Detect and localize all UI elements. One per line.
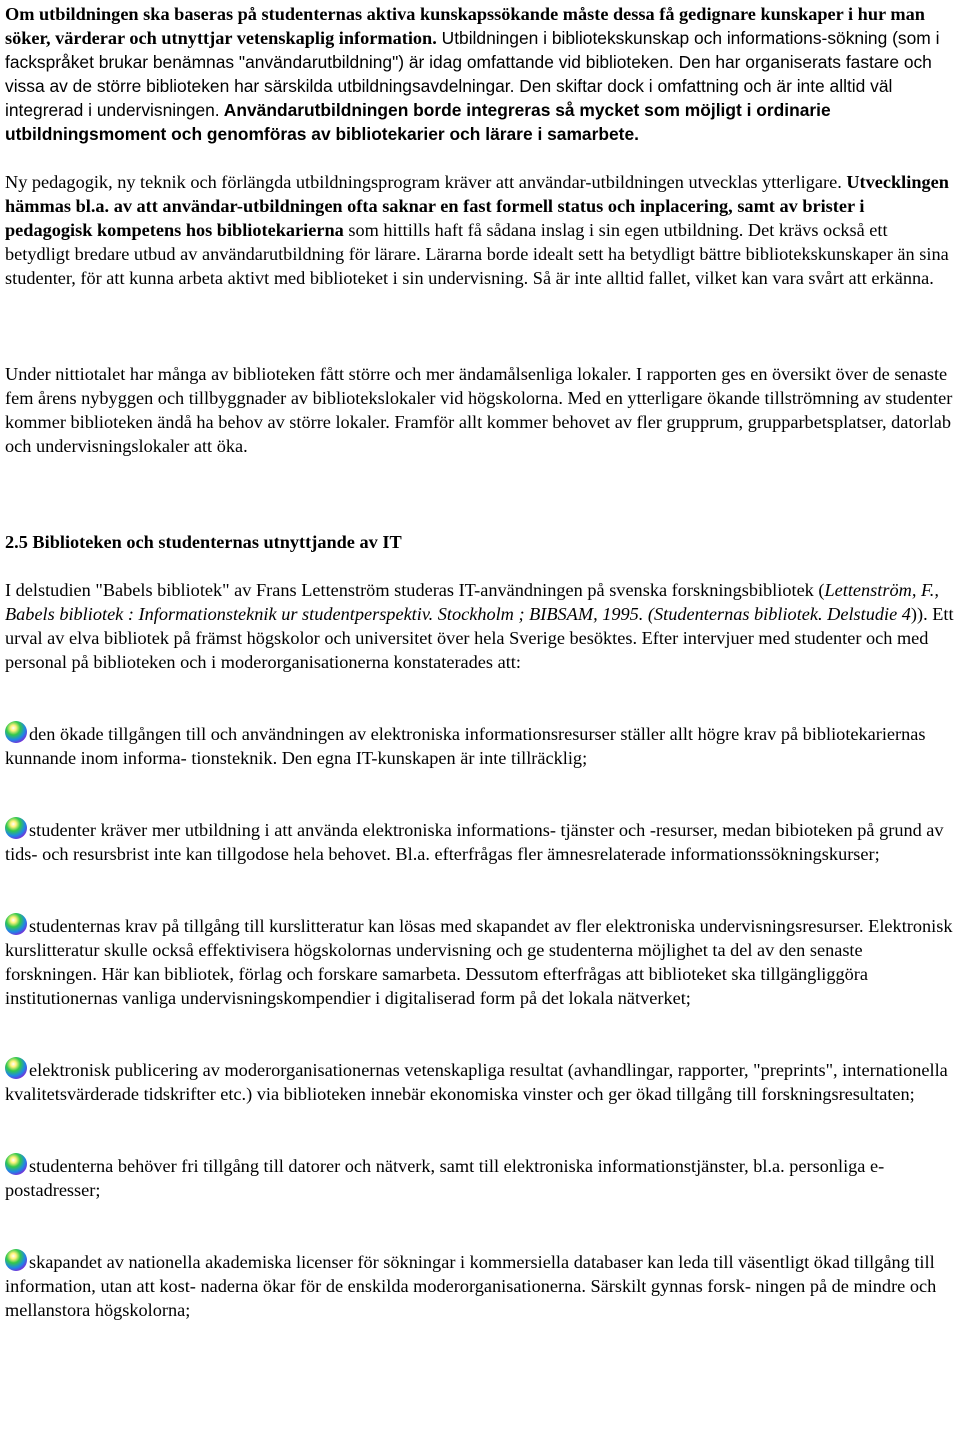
paragraph-babels-bibliotek — [5, 578, 954, 674]
rainbow-ball-bullet-icon — [5, 817, 27, 839]
section-heading: 2.5 Biblioteken och studenternas utnyttjande av IT — [5, 532, 402, 552]
bullet-item — [5, 1057, 954, 1106]
rainbow-ball-bullet-icon — [5, 1249, 27, 1271]
bullet-text: studenternas krav på tillgång till kurslitteratur kan lösas med skapandet av fler elektroniska undervisningsresurser. Elektronisk kurslitteratur skulle också effektivisera högskolornas undervisning och ge studenterna möjlighet ta del av den senaste forskningen. Här kan bibliotek, förlag och forskare samarbeta. Dessutom efterfrågas att biblioteket ska tillgängliggöra institutionernas vanliga undervisningskompendier i digitaliserad form på det lokala nätverket; — [5, 916, 953, 1008]
sans-text: Utbildningen i bibliotekskunskap och informations-sökning (som i fackspråket brukar benämnas "användarutbildning") är idag omfattande vid biblioteken. Den har organiserats fastare och vissa av de större biblioteken har särskilda utbildningsavdelningar. Den skiftar dock i omfattning och är inte alltid väl integrerad i undervisningen. — [5, 28, 940, 120]
bullet-item — [5, 721, 954, 770]
rainbow-ball-bullet-icon — [5, 1057, 27, 1079]
text: Ny pedagogik, ny teknik och förlängda utbildningsprogram kräver att användar-utbildningen utvecklas ytterligare. — [5, 172, 847, 192]
paragraph-library-premises: Under nittiotalet har många av biblioteken fått större och mer ändamålsenliga lokaler. I rapporten ges en översikt över de senaste fem årens nybyggen och tillbyggnader av bibliotekslokaler vid högskolorna. Med en ytterligare ökande tillströmning av studenter kommer biblioteken ändå ha behov av större lokaler. Framför allt kommer behovet av fler grupprum, grupparbetsplatser, datorlab och undervisningslokaler att öka. — [5, 364, 953, 456]
bold-text: Om utbildningen ska baseras på studenternas aktiva kunskapssökande måste dessa få gedignare kunskaper i hur man söker, värderar och utnyttjar vetenskaplig information. — [5, 4, 925, 48]
bullet-item — [5, 913, 954, 1010]
bold-text: Användarutbildningen borde integreras så mycket som möjligt i ordinarie utbildningsmoment och genomföras av bibliotekarier och lärare i samarbete. — [5, 100, 831, 144]
rainbow-ball-bullet-icon — [5, 721, 27, 743]
paragraph-new-pedagogy — [5, 170, 954, 290]
bullet-text: studenterna behöver fri tillgång till datorer och nätverk, samt till elektroniska informationstjänster, bl.a. personliga e-postadresser; — [5, 1156, 885, 1200]
bold-text: Utvecklingen hämmas bl.a. av att användar-utbildningen ofta saknar en fast formell status och inplacering, samt av brister i pedagogisk kompetens hos bibliotekarierna — [5, 172, 949, 240]
bullet-item — [5, 817, 954, 866]
bullet-text: den ökade tillgången till och användningen av elektroniska informationsresurser ställer allt högre krav på bibliotekariernas kunnande inom informa- tionsteknik. Den egna IT-kunskapen är inte tillräcklig; — [5, 724, 926, 768]
bullet-text: skapandet av nationella akademiska licenser för sökningar i kommersiella databaser kan leda till väsentligt ökad tillgång till information, utan att kost- naderna ökar för de enskilda moderorganisationerna. Särskilt gynnas forsk- ningen på de mindre och mellanstora högskolorna; — [5, 1252, 937, 1320]
bullet-text: elektronisk publicering av moderorganisationernas vetenskapliga resultat (avhandlingar, rapporter, "preprints", internationella kvalitetsvärderade tidskrifter etc.) via biblioteken innebär ekonomiska vinster och ger ökad tillgång till forskningsresultaten; — [5, 1060, 948, 1104]
text: som hittills haft få sådana inslag i sin egen utbildning. Det krävs också ett betydligt bredare utbud av användarutbildning för lärare. Lärarna borde idealt sett ha betydligt bättre bibliotekskunskaper än sina studenter, för att kunna arbeta aktivt med biblioteket i sin undervisning. Så är inte alltid fallet, vilket kan vara svårt att erkänna. — [5, 220, 949, 288]
rainbow-ball-bullet-icon — [5, 913, 27, 935]
bullet-item — [5, 1153, 954, 1202]
bullet-item — [5, 1249, 954, 1322]
citation-text: Lettenström, F., Babels bibliotek : Informationsteknik ur studentperspektiv. Stockholm ; BIBSAM, 1995. (Studenternas bibliotek. Delstudie 4 — [5, 580, 939, 624]
text: )). Ett urval av elva bibliotek på främst högskolor och universitet över hela Sverige besöktes. Efter intervjuer med studenter och med personal på biblioteken och i moderorganisationerna konstaterades att: — [5, 604, 954, 672]
paragraph-user-education — [5, 2, 954, 146]
bullet-text: studenter kräver mer utbildning i att använda elektroniska informations- tjänster och -resurser, medan bibioteken på grund av tids- och resursbrist inte kan tillgodose hela behovet. Bl.a. efterfrågas fler ämnesrelaterade informationssökningskurser; — [5, 820, 944, 864]
rainbow-ball-bullet-icon — [5, 1153, 27, 1175]
text: I delstudien "Babels bibliotek" av Frans Lettenström studeras IT-användningen på svenska forskningsbibliotek ( — [5, 580, 825, 600]
